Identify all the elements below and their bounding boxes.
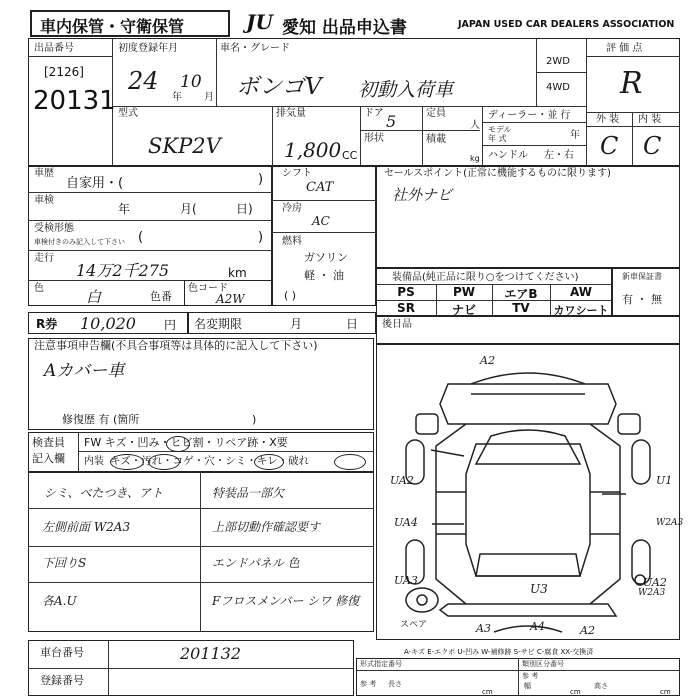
year-unit: 年 [570, 130, 580, 141]
tax-label: 名変期限 [194, 317, 243, 331]
shift-label: シフト [282, 168, 312, 179]
inspector-note: Fフロスメンバー シワ 修復 [212, 594, 360, 608]
doors-value: 5 [386, 112, 397, 131]
color-code-value: A2W [216, 292, 245, 306]
damage-mark: W2A3 [638, 588, 666, 598]
repair-history: 修復歴 有 (箇所 [62, 413, 140, 426]
form-title: 愛知 出品申込書 [282, 18, 407, 38]
ac-value: AC [312, 214, 330, 228]
sales-point-text: 社外ナビ [392, 186, 453, 204]
tax-month: 月 [290, 317, 303, 331]
warranty-label: 新車保証書 [622, 272, 662, 281]
score-label: 評 価 点 [606, 43, 643, 54]
displacement-label: 排気量 [276, 108, 306, 119]
year-label: 年 式 [488, 134, 507, 143]
fuel-light: 軽 ・ 油 [304, 269, 344, 282]
equip-tv: TV [512, 301, 530, 315]
inspector-label-2: 記入欄 [32, 452, 65, 465]
inspection-day: 日) [236, 202, 253, 216]
inspection-label: 車検 [34, 195, 54, 206]
displacement-unit: CC [342, 149, 358, 162]
history-value: 自家用・( [66, 176, 124, 191]
car-diagram [376, 344, 680, 640]
mileage-value: 14万2千275 [76, 261, 170, 280]
damage-mark: U3 [530, 582, 548, 596]
class-number-label: 類別区分番号 [522, 660, 564, 668]
receipt-note: 車検付きのみ記入して下さい [34, 238, 125, 246]
drive-2wd: 2WD [546, 56, 570, 67]
later-items-block [376, 316, 680, 344]
damage-mark: UA2 [390, 474, 414, 487]
lot-label: 出品番号 [34, 43, 74, 54]
car-name-label: 車名・グレード [220, 43, 290, 54]
cm-unit: cm [482, 688, 493, 696]
receipt-close: ) [258, 230, 264, 245]
dealer-parallel: ディーラー・並 行 [488, 110, 571, 121]
first-reg-label: 初度登録年月 [118, 43, 178, 54]
spare-label: スペア [400, 620, 428, 630]
first-reg-month: 10 [180, 72, 202, 92]
reference-label: 参 考 [360, 680, 377, 688]
damage-mark: A3 [476, 622, 491, 635]
damage-mark: U1 [656, 474, 673, 487]
damage-mark: UA4 [394, 516, 418, 529]
inspector-note: 各A.U [42, 594, 77, 608]
recycle-unit: 円 [164, 318, 177, 332]
score-value: R [620, 66, 643, 101]
equip-pw: PW [452, 285, 476, 299]
model-year-label: モデル [488, 125, 512, 134]
recycle-label: R券 [36, 317, 58, 331]
handle-label: ハンドル [488, 150, 528, 161]
circle-mark [254, 454, 284, 470]
mileage-unit: km [228, 266, 247, 280]
ac-label: 冷房 [282, 203, 302, 214]
equip-airbag: エアB [504, 287, 538, 301]
reference-label: 参 考 [522, 672, 539, 680]
inspector-row-1: FW キズ・凹み・ヒビ割・リペア跡・X要 [84, 436, 288, 449]
exterior-label: 外 装 [596, 114, 620, 125]
damage-mark: A2 [480, 354, 495, 367]
length-label: 長さ [388, 680, 402, 688]
equip-sr: SR [397, 301, 415, 315]
inspector-row-2: キズ・汚れ・コゲ・穴・シミ・キレ・破れ [110, 455, 310, 467]
inspector-note: 特装品一部欠 [212, 486, 285, 500]
inspector-note: 下回りS [42, 556, 87, 570]
equip-leather-seat: カワシート [553, 304, 609, 317]
damage-legend: A-キズ E-エクボ U-凹み W-補修跡 S-サビ C-腐食 XX-交換済 [404, 648, 594, 656]
form-number-label: 形式指定番号 [360, 660, 402, 668]
model-label: 型式 [118, 108, 138, 119]
handle-options: 左・右 [544, 150, 574, 161]
receipt-label: 受検形態 [34, 223, 74, 234]
form-frame [28, 38, 680, 166]
damage-mark: A4 [530, 620, 545, 633]
first-reg-year: 24 [128, 67, 159, 95]
load-unit: kg [470, 154, 480, 163]
history-label: 車歴 [34, 168, 54, 179]
history-close: ) [258, 172, 264, 187]
inspector-row-2-prefix: 内装 [84, 456, 104, 467]
repair-history-close: ) [252, 413, 257, 426]
mileage-label: 走行 [34, 253, 54, 264]
capacity-unit: 人 [470, 120, 480, 131]
later-items-label: 後日品 [382, 319, 412, 330]
warranty-options: 有 ・ 無 [622, 293, 662, 306]
storage-badge-text: 車内保管・守衛保管 [40, 17, 185, 36]
fuel-gasoline: ガソリン [304, 251, 348, 264]
damage-mark: UA2 [643, 576, 667, 589]
equipment-label: 装備品(純正品に限り○をつけてください) [392, 272, 579, 283]
circle-mark [110, 454, 144, 470]
lot-code: [2126] [44, 65, 84, 79]
model-value: SKP2V [148, 134, 221, 158]
color-number-label: 色番 [150, 290, 172, 303]
capacity-label: 定員 [426, 108, 446, 119]
drive-4wd: 4WD [546, 82, 570, 93]
damage-mark: A2 [580, 624, 595, 637]
association-name: JAPAN USED CAR DEALERS ASSOCIATION [458, 19, 675, 30]
exterior-score: C [600, 132, 619, 160]
height-label: 高さ [594, 682, 608, 690]
cm-unit: cm [660, 688, 671, 696]
receipt-open: ( [138, 230, 144, 245]
load-label: 積載 [426, 134, 446, 145]
equip-aw: AW [570, 285, 592, 299]
sales-point-block [376, 166, 680, 268]
doors-label: ドア [364, 108, 384, 119]
color-value: 白 [86, 288, 102, 306]
chassis-label: 車台番号 [40, 646, 84, 659]
damage-mark: W2A3 [656, 518, 684, 528]
inspector-note: 左側前面 W2A3 [42, 520, 131, 534]
inspection-month: 月( [180, 202, 197, 216]
storage-badge [30, 10, 230, 37]
ju-logo: JU [246, 10, 273, 34]
inspector-note: 上部切動作確認要す [212, 520, 321, 534]
car-grade-note: 初動入荷車 [358, 79, 454, 101]
color-label: 色 [34, 283, 44, 294]
registration-label: 登録番号 [40, 674, 84, 687]
inspection-year: 年 [118, 202, 131, 216]
fuel-paren: ( ) [284, 289, 297, 302]
circle-mark [334, 454, 366, 470]
width-label: 幅 [524, 682, 531, 690]
fuel-label: 燃料 [282, 236, 302, 247]
damage-mark: UA3 [394, 574, 418, 587]
chassis-number: 201132 [180, 644, 242, 663]
tax-day: 日 [346, 317, 359, 331]
circle-mark [166, 436, 190, 452]
color-code-label: 色コード [188, 283, 228, 294]
recycle-value: 10,020 [80, 314, 136, 333]
inspector-note: シミ、べたつき、アト [44, 486, 164, 500]
sales-point-label: セールスポイント(正常に機能するものに限ります) [384, 168, 611, 179]
notes-label: 注意事項申告欄(不具合事項等は具体的に記入して下さい) [34, 339, 318, 352]
cm-unit: cm [570, 688, 581, 696]
equip-navi: ナビ [451, 303, 476, 317]
first-reg-year-unit: 年 [172, 92, 182, 103]
displacement-value: 1,800 [284, 138, 342, 162]
circle-mark [148, 454, 180, 470]
car-name-value: ボンゴV [236, 74, 322, 100]
shift-value: CAT [306, 180, 334, 195]
inspector-note: エンドパネル 色 [212, 556, 300, 570]
first-reg-month-unit: 月 [204, 92, 214, 103]
shape-label: 形状 [364, 133, 384, 144]
equip-ps: PS [397, 285, 415, 299]
inspector-label-1: 検査員 [32, 436, 65, 449]
interior-score: C [643, 132, 662, 160]
lot-number: 20131 [33, 86, 116, 116]
interior-label: 内 装 [638, 114, 662, 125]
notes-text: Aカバー車 [44, 361, 125, 381]
